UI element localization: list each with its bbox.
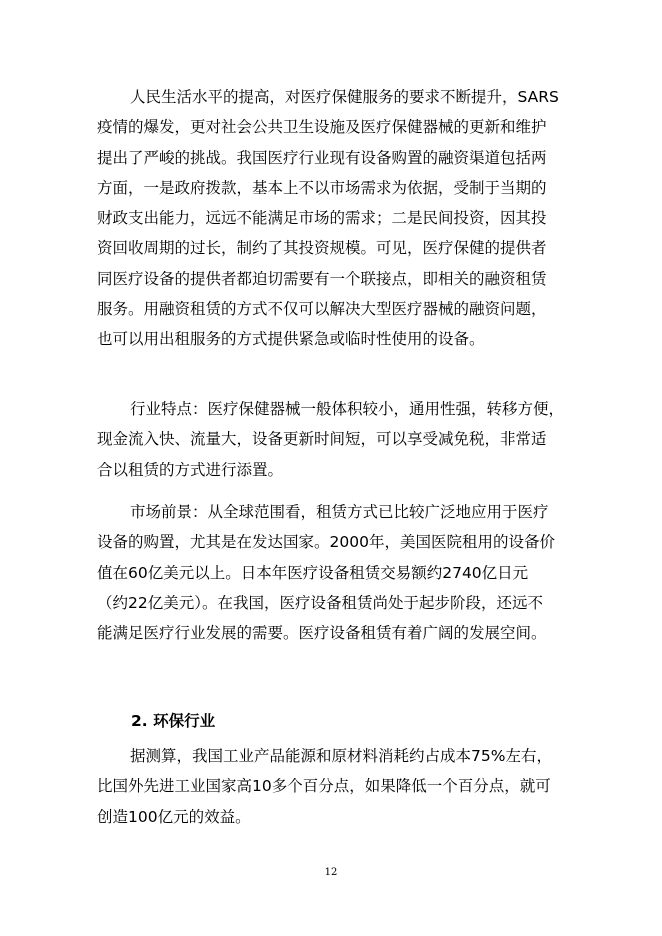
text-line: 据测算，我国工业产品能源和原材料消耗约占成本75%左右， <box>130 747 552 765</box>
text-line: 疫情的爆发，更对社会公共卫生设施及医疗保健器械的更新和维护 <box>97 118 547 137</box>
text-line: 创造100亿元的效益。 <box>97 807 251 826</box>
text-line: 同医疗设备的提供者都迫切需要有一个联接点，即相关的融资租赁 <box>97 269 547 288</box>
text-line: （约22亿美元）。在我国，医疗设备租赁尚处于起步阶段，还远不 <box>97 593 543 612</box>
text-line: 财政支出能力，远远不能满足市场的需求；二是民间投资，因其投 <box>97 209 547 228</box>
paragraph-market-outlook <box>97 497 567 648</box>
text-line: 设备的购置，尤其是在发达国家。2000年，美国医院租用的设备价 <box>97 533 555 552</box>
text-line: 能满足医疗行业发展的需要。医疗设备租赁有着广阔的发展空间。 <box>97 624 547 643</box>
page-number: 12 <box>324 867 338 878</box>
text-line: 服务。用融资租赁的方式不仅可以解决大型医疗器械的融资问题， <box>97 300 547 319</box>
paragraph-industry-features <box>97 394 567 485</box>
text-line: 也可以用出租服务的方式提供紧急或临时性使用的设备。 <box>97 330 485 349</box>
text-line: 方面，一是政府拨款，基本上不以市场需求为依据，受制于当期的 <box>97 178 547 197</box>
paragraph-medical-demand <box>97 82 567 355</box>
text-line: 人民生活水平的提高，对医疗保健服务的要求不断提升，SARS <box>130 88 559 106</box>
text-line: 市场前景：从全球范围看，租赁方式已比较广泛地应用于医疗 <box>130 503 549 521</box>
section-heading: 2. 环保行业 <box>131 712 216 730</box>
text-line: 值在60亿美元以上。日本年医疗设备租赁交易额约2740亿日元 <box>97 563 529 582</box>
text-line: 比国外先进工业国家高10多个百分点，如果降低一个百分点，就可 <box>97 777 551 796</box>
text-line: 资回收周期的过长，制约了其投资规模。可见，医疗保健的提供者 <box>97 239 547 258</box>
text-line: 现金流入快、流量大，设备更新时间短，可以享受减免税，非常适 <box>97 430 547 449</box>
paragraph-environmental-industry <box>97 741 567 832</box>
text-line: 提出了严峻的挑战。我国医疗行业现有设备购置的融资渠道包括两 <box>97 148 547 167</box>
text-line: 合以租赁的方式进行添置。 <box>97 460 284 479</box>
text-line: 行业特点：医疗保健器械一般体积较小，通用性强，转移方便， <box>130 400 565 418</box>
